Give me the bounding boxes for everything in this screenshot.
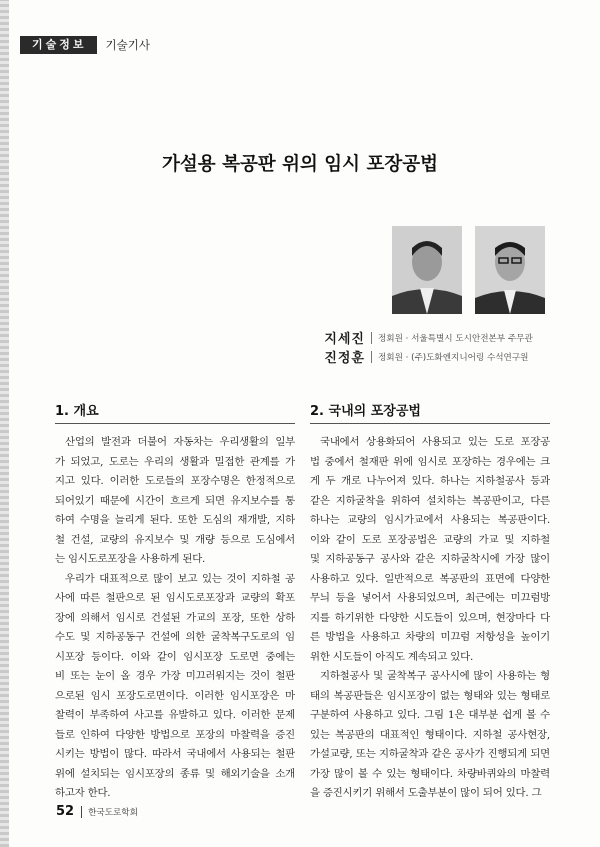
category-subtitle: 기술기사 [105, 38, 150, 52]
text-line: 위에 설치되는 임시포장의 종류 및 해외기술을 소개 [55, 767, 295, 780]
text-line: 시키는 방법이 많다. 따라서 국내에서 사용되는 철판 [55, 748, 295, 760]
text-line: 는 임시도로포장을 사용하게 된다. [55, 553, 206, 565]
paragraph [55, 433, 295, 570]
section-2-rule [310, 423, 550, 424]
text-line: 구분하여 사용하고 있다. 그림 1은 대부분 쉽게 볼 수 [310, 709, 550, 721]
section-header [20, 36, 150, 54]
text-line: 태의 복공판들은 임시포장이 없는 형태와 있는 형태로 [310, 689, 550, 702]
text-line: 하고자 한다. [55, 787, 111, 799]
page-edge-binding [0, 0, 9, 847]
paragraph [310, 667, 550, 804]
text-line: 우리가 대표적으로 많이 보고 있는 것이 지하철 공 [65, 572, 295, 585]
text-line: 수도 및 지하공동구 건설에 의한 굴착복구도로의 임 [55, 631, 295, 643]
author-affiliation: 정회원 · (주)도화엔지니어링 수석연구원 [378, 352, 529, 363]
author-photo-2 [475, 226, 545, 314]
page-footer [56, 804, 138, 819]
page-number: 52 [56, 804, 75, 819]
section-2-title: 2. 국내의 포장공법 [310, 404, 421, 419]
text-line: 하여 수명을 늘리게 된다. 또한 도심의 재개발, 지하 [55, 514, 295, 526]
author-divider [371, 332, 372, 344]
text-line: 산업의 발전과 더불어 자동차는 우리생활의 일부 [65, 436, 295, 448]
author-photo-1 [392, 226, 462, 314]
text-line: 법 중에서 철재판 위에 임시로 포장하는 경우에는 크 [310, 455, 550, 468]
author-name: 지세진 [324, 332, 365, 347]
author-entry [310, 347, 590, 366]
author-name: 진정훈 [324, 351, 365, 366]
text-line: 으로된 임시 포장도로면이다. 이러한 임시포장은 마 [55, 689, 295, 702]
text-line: 지하철공사 및 굴착복구 공사시에 많이 사용하는 형 [320, 670, 550, 682]
text-line: 무늬 등을 넣어서 사용되었으며, 최근에는 미끄럼방 [310, 592, 550, 604]
paragraph [55, 570, 295, 804]
text-line: 장에 의해서 임시로 건설된 가교의 포장, 또한 상하 [55, 611, 295, 624]
author-entry [310, 328, 590, 347]
article-title: 가설용 복공판 위의 임시 포장공법 [162, 154, 438, 175]
text-line: 이와 같이 도로 포장공법은 교량의 가교 및 지하철 [310, 533, 550, 546]
text-line: 및 지하공동구 공사와 같은 지하굴착시에 가장 많이 [310, 553, 550, 565]
section-1-rule [55, 423, 295, 424]
text-line: 시포장 등이다. 이와 같이 임시포장 도로면 중에는 [55, 650, 295, 663]
text-line: 찰력이 부족하여 사고를 유발하고 있다. 이러한 문제 [55, 709, 295, 721]
section-1-title: 1. 개요 [55, 404, 99, 419]
section-2-body [310, 433, 550, 804]
text-line: 비 또는 눈이 올 경우 가장 미끄러워지는 것이 철판 [55, 670, 295, 682]
text-line: 게 두 개로 나누어져 있다. 하나는 지하철공사 등과 [310, 475, 550, 487]
section-1-body [55, 433, 295, 804]
text-line: 국내에서 상용화되어 사용되고 있는 도로 포장공 [320, 436, 550, 448]
text-line: 하나는 교량의 임시가교에서 사용되는 복공판이다. [310, 514, 550, 526]
author-divider [371, 351, 372, 363]
text-line: 가 되었고, 도로는 우리의 생활과 밀접한 관계를 가 [55, 455, 295, 468]
paragraph [310, 433, 550, 667]
publisher-name: 한국도로학회 [88, 807, 138, 818]
text-line: 철 건설, 교량의 유지보수 및 개량 등으로 도심에서 [55, 533, 295, 546]
text-line: 있는 복공판의 대표적인 형태이다. 지하철 공사현장, [310, 728, 550, 741]
text-line: 른 방법을 사용하고 차량의 미끄럼 저항성을 높이기 [310, 631, 550, 643]
text-line: 위한 시도들이 아직도 계속되고 있다. [310, 650, 474, 663]
text-line: 가장 많이 볼 수 있는 형태이다. 차량바퀴와의 마찰력 [310, 767, 550, 780]
text-line: 지고 있다. 이러한 도로들의 포장수명은 한정적으로 [55, 475, 295, 487]
text-line: 되어있기 때문에 시간이 흐르게 되면 유지보수를 통 [55, 494, 295, 507]
text-line: 같은 지하굴착을 위하여 설치하는 복공판이고, 다른 [310, 494, 550, 507]
author-list [310, 328, 590, 366]
text-line: 사에 따른 철판으로 된 임시도로포장과 교량의 확포 [55, 592, 295, 604]
text-line: 사용하고 있다. 일반적으로 복공판의 표면에 다양한 [310, 572, 550, 585]
text-line: 지를 하기위한 다양한 시도들이 있으며, 현장마다 다 [310, 611, 550, 624]
text-line: 들로 인하여 다양한 방법으로 포장의 마찰력을 증진 [55, 728, 295, 741]
footer-divider [81, 806, 82, 818]
text-line: 가설교량, 또는 지하굴착과 같은 공사가 진행되게 되면 [310, 748, 550, 760]
author-affiliation: 정회원 · 서울특별시 도시안전본부 주무관 [378, 333, 533, 344]
category-tag: 기술정보 [20, 36, 97, 54]
text-line: 을 증진시키기 위해서 도출부분이 많이 되어 있다. 그 [310, 787, 542, 799]
